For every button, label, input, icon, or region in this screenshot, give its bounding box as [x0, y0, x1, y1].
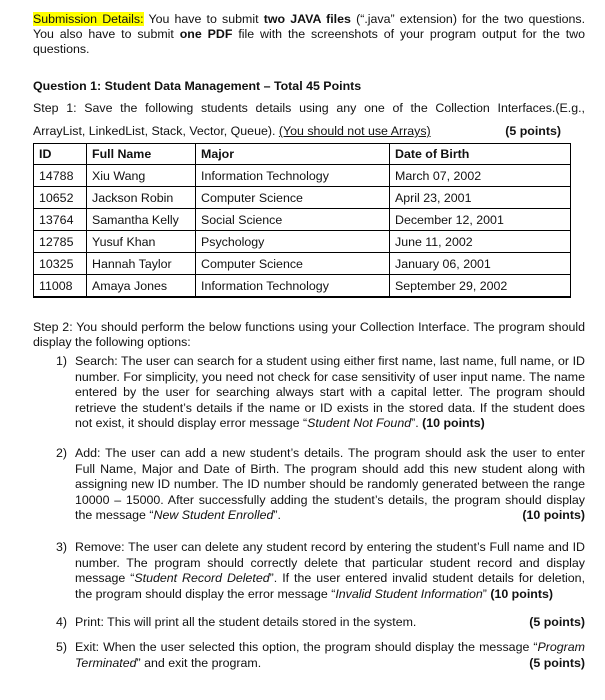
submission-text-2: (“.java” extension) for the two questions. You also have to submit [33, 12, 586, 41]
item-end: ”. [411, 416, 423, 431]
step1-note: (You should not use Arrays) [278, 124, 431, 138]
submission-label: Submission Details: [33, 12, 144, 26]
cell-dob: March 07, 2002 [390, 165, 571, 187]
table-row [34, 253, 571, 275]
item-body: Remove: The user can delete any student record by entering the student’s Full name and ID number. The program should correctly delete that particular student record and display message “ [75, 540, 585, 586]
cell-id: 14788 [34, 165, 87, 187]
cell-name: Amaya Jones [87, 275, 196, 298]
item-message: Program Terminated [75, 640, 585, 670]
cell-id: 11008 [34, 275, 87, 298]
cell-major: Computer Science [196, 253, 390, 275]
cell-dob: June 11, 2002 [390, 231, 571, 253]
item-number: 1) [56, 354, 68, 368]
item-text [75, 540, 585, 602]
submission-text-3: file with the screenshots of your program output for the two questions. [33, 27, 585, 56]
step2-intro: Step 2: You should perform the below functions using your Collection Interface. The program should display the following options: [33, 320, 585, 349]
item-end: ” and exit the program. [136, 655, 262, 670]
list-item-remove [56, 540, 585, 602]
table-row [34, 165, 571, 187]
cell-major: Information Technology [196, 165, 390, 187]
item-message: New Student Enrolled [153, 508, 274, 523]
item-end: ” [482, 586, 491, 601]
header-full-name: Full Name [87, 144, 196, 165]
header-dob: Date of Birth [390, 144, 571, 165]
list-item-search [56, 354, 585, 432]
cell-name: Hannah Taylor [87, 253, 196, 275]
item-points: (5 points) [529, 615, 585, 629]
submission-bold-1: two JAVA files [263, 12, 351, 26]
item-text [75, 640, 585, 671]
cell-dob: January 06, 2001 [390, 253, 571, 275]
cell-name: Yusuf Khan [87, 231, 196, 253]
item-body: Search: The user can search for a student using either first name, last name, full name, or ID number. For simplicity, you need not check for case sensitivity of user input name. The name entered by the user for searching always start with a capital letter. The program should retrieve the student’s details if the name or ID exists in the stored data. If the student does not exist, it should display error message “ [75, 354, 585, 431]
table-row [34, 231, 571, 253]
cell-major: Information Technology [196, 275, 390, 298]
item-number: 5) [56, 640, 68, 654]
cell-name: Samantha Kelly [87, 209, 196, 231]
cell-id: 10325 [34, 253, 87, 275]
cell-id: 13764 [34, 209, 87, 231]
header-id: ID [34, 144, 87, 165]
step1-line1: Step 1: Save the following students details using any one of the Collection Interfaces.(E.g., [33, 101, 585, 115]
item-body: Exit: When the user selected this option, the program should display the message “ [75, 640, 538, 654]
cell-dob: December 12, 2001 [390, 209, 571, 231]
question-title [33, 79, 585, 94]
submission-bold-2: one PDF [179, 27, 233, 41]
cell-major: Computer Science [196, 187, 390, 209]
cell-dob: April 23, 2001 [390, 187, 571, 209]
submission-text-1: You have to submit [143, 12, 264, 26]
cell-major: Social Science [196, 209, 390, 231]
item-text [75, 615, 585, 631]
table-row [34, 275, 571, 298]
item-points: (10 points) [522, 508, 585, 523]
student-table [33, 143, 571, 298]
list-item-exit [56, 640, 585, 671]
cell-name: Jackson Robin [87, 187, 196, 209]
table-row [34, 209, 571, 231]
item-message: Student Not Found [307, 416, 412, 431]
cell-dob: September 29, 2002 [390, 275, 571, 298]
item-number: 2) [56, 446, 68, 460]
item-end: ”. [273, 508, 281, 523]
list-item-print [56, 615, 585, 631]
item-middle: ”. If the user entered invalid student details for deletion, the program should display the error message “ [75, 571, 586, 601]
item-body: Print: This will print all the student details stored in the system. [75, 615, 417, 629]
item-points: (10 points) [490, 586, 553, 601]
cell-major: Psychology [196, 231, 390, 253]
table-row [34, 187, 571, 209]
item-text [75, 446, 585, 524]
step1-text: ArrayList, LinkedList, Stack, Vector, Queue). [33, 124, 279, 138]
step1-points: (5 points) [505, 124, 561, 138]
question-title-text: Question 1: Student Data Management – Total 45 Points [33, 79, 362, 93]
item-message-2: Invalid Student Information [335, 586, 483, 601]
item-text [75, 354, 585, 432]
header-major: Major [196, 144, 390, 165]
item-number: 3) [56, 540, 68, 554]
item-points: (5 points) [529, 655, 585, 670]
item-points: (10 points) [422, 416, 485, 431]
submission-details [33, 12, 585, 57]
list-item-add [56, 446, 585, 524]
item-message: Student Record Deleted [134, 571, 270, 586]
cell-id: 12785 [34, 231, 87, 253]
table-header-row [34, 144, 571, 165]
step1-line2 [33, 124, 585, 139]
item-body: Add: The user can add a new student’s details. The program should ask the user to enter Full Name, Major and Date of Birth. The program should add this new student along with assigning new ID number. The ID number should be randomly generated between the range 10000 – 15000. After successfully adding the student’s details, the program should display the message “ [75, 446, 585, 523]
cell-name: Xiu Wang [87, 165, 196, 187]
cell-id: 10652 [34, 187, 87, 209]
item-number: 4) [56, 615, 68, 629]
